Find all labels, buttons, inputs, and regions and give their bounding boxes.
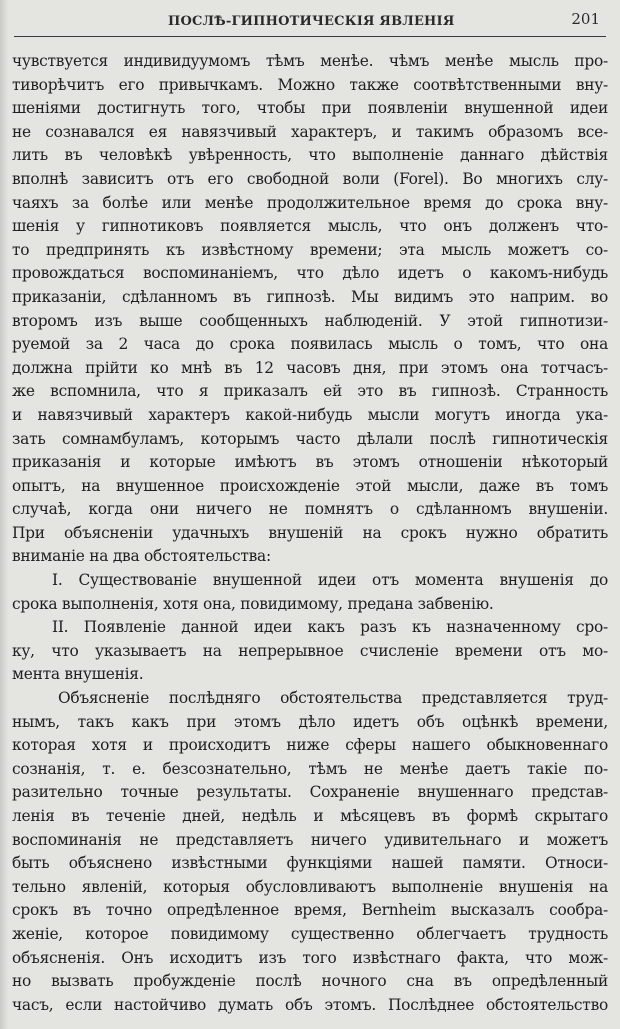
text-line: то предпринять къ извѣстному времени; эта мысль можетъ со- bbox=[12, 240, 608, 259]
text-line: женіе, которое повидимому существенно облегчаетъ трудность bbox=[12, 924, 608, 943]
text-line: провождаться воспоминаніемъ, что дѣло идетъ о какомъ-нибудь bbox=[12, 264, 608, 283]
page-edge-shadow bbox=[0, 0, 8, 1029]
text-line: же вспомнила, что я приказалъ ей это въ гипнозѣ. Странность bbox=[12, 382, 608, 401]
text-line: зать сомнамбуламъ, которымъ часто дѣлали послѣ гипнотическія bbox=[12, 429, 608, 448]
text-line: разительно точные результаты. Сохраненіе внушеннаго представ- bbox=[12, 783, 608, 802]
text-line: вполнѣ зависитъ отъ его свободной воли (Forel). Во многихъ слу- bbox=[12, 169, 608, 188]
text-line: тиворѣчитъ его привычкамъ. Можно также соотвѣтственными вну- bbox=[12, 75, 608, 94]
paragraph-first-line: Объясненіе послѣдняго обстоятельства представляется труд- bbox=[58, 689, 608, 708]
running-head: ПОСЛѢ-ГИПНОТИЧЕСКІЯ ЯВЛЕНІЯ bbox=[168, 14, 455, 29]
text-line: чувствуется индивидуумомъ тѣмъ менѣе. чѣмъ менѣе мысль про- bbox=[12, 52, 608, 70]
text-line: объясненія. Онъ исходитъ изъ того извѣстнаго факта, что мож- bbox=[12, 948, 608, 967]
text-line: шеніями достигнуть того, чтобы при появленіи внушенной идеи bbox=[12, 99, 608, 118]
text-line: но вызвать пробужденіе послѣ ночного сна въ опредѣленный bbox=[12, 972, 608, 991]
text-line: чаяхъ за болѣе или менѣе продолжительное время до срока вну- bbox=[12, 193, 608, 212]
text-line: и навязчивый характеръ какой-нибудь мысли могутъ иногда ука- bbox=[12, 405, 608, 424]
text-line: шенія у гипнотиковъ появляется мысль, что онъ долженъ что- bbox=[12, 217, 608, 236]
text-line: часъ, если настойчиво думать объ этомъ. Послѣднее обстоятельство bbox=[12, 995, 608, 1014]
text-line: При объясненіи удачныхъ внушеній на срокъ нужно обратить bbox=[12, 523, 608, 542]
text-line: руемой за 2 часа до срока появилась мысль о томъ, что она bbox=[12, 335, 608, 354]
text-line: не сознавался ея навязчивый характеръ, и такимъ образомъ все- bbox=[12, 122, 608, 141]
list-item-line: II. Появленіе данной идеи какъ разъ къ назначенному сро- bbox=[52, 618, 608, 637]
text-line: быть объяснено извѣстными функціями нашей памяти. Относи- bbox=[12, 854, 608, 873]
page-header bbox=[0, 10, 620, 44]
body-text bbox=[12, 50, 608, 1017]
page-number: 201 bbox=[571, 10, 600, 28]
text-line: воспоминанія не представляетъ ничего удивительнаго и можетъ bbox=[12, 830, 608, 849]
text-line: ленія въ теченіе дней, недѣль и мѣсяцевъ въ формѣ скрытаго bbox=[12, 807, 608, 825]
text-line: приказанія и которые имѣютъ въ этомъ отношеніи нѣкоторый bbox=[12, 453, 608, 472]
text-line: которая хотя и происходитъ ниже сферы нашего обыкновеннаго bbox=[12, 736, 608, 755]
text-line: второмъ изъ выше сообщенныхъ наблюденій. У этой гипнотизи- bbox=[12, 311, 608, 330]
text-line: срокъ въ точно опредѣленное время, Bernheim высказалъ сообра- bbox=[12, 901, 608, 920]
text-line: сознанія, т. е. безсознательно, тѣмъ не менѣе даетъ такіе по- bbox=[12, 759, 608, 778]
text-line: приказаніи, сдѣланномъ въ гипнозѣ. Мы видимъ это наприм. во bbox=[12, 287, 608, 306]
list-item-line: ку, что указываетъ на непрерывное счисленіе времени отъ мо- bbox=[12, 641, 608, 660]
text-line: тельно явленій, которыя обусловливаютъ выполненіе внушенія на bbox=[12, 877, 608, 896]
text-line: лить въ человѣкѣ увѣренность, что выполненіе даннаго дѣйствія bbox=[12, 146, 608, 165]
list-item-line: мента внушенія. bbox=[12, 665, 144, 684]
header-rule bbox=[14, 36, 606, 37]
text-line: вниманіе на два обстоятельства: bbox=[12, 547, 271, 566]
list-item-line: срока выполненія, хотя она, повидимому, предана забвенію. bbox=[12, 594, 494, 613]
list-item-line: I. Существованіе внушенной идеи отъ момента внушенія до bbox=[52, 571, 608, 590]
text-line: опытъ, на внушенное происхожденіе этой мысли, даже въ томъ bbox=[12, 476, 608, 495]
text-line: случаѣ, когда они ничего не помнятъ о сдѣланномъ внушеніи. bbox=[12, 500, 608, 519]
text-line: должна прійти ко мнѣ въ 12 часовъ дня, при этомъ она тотчасъ- bbox=[12, 358, 608, 377]
text-line: нымъ, такъ какъ при этомъ дѣло идетъ объ оцѣнкѣ времени, bbox=[12, 712, 608, 731]
